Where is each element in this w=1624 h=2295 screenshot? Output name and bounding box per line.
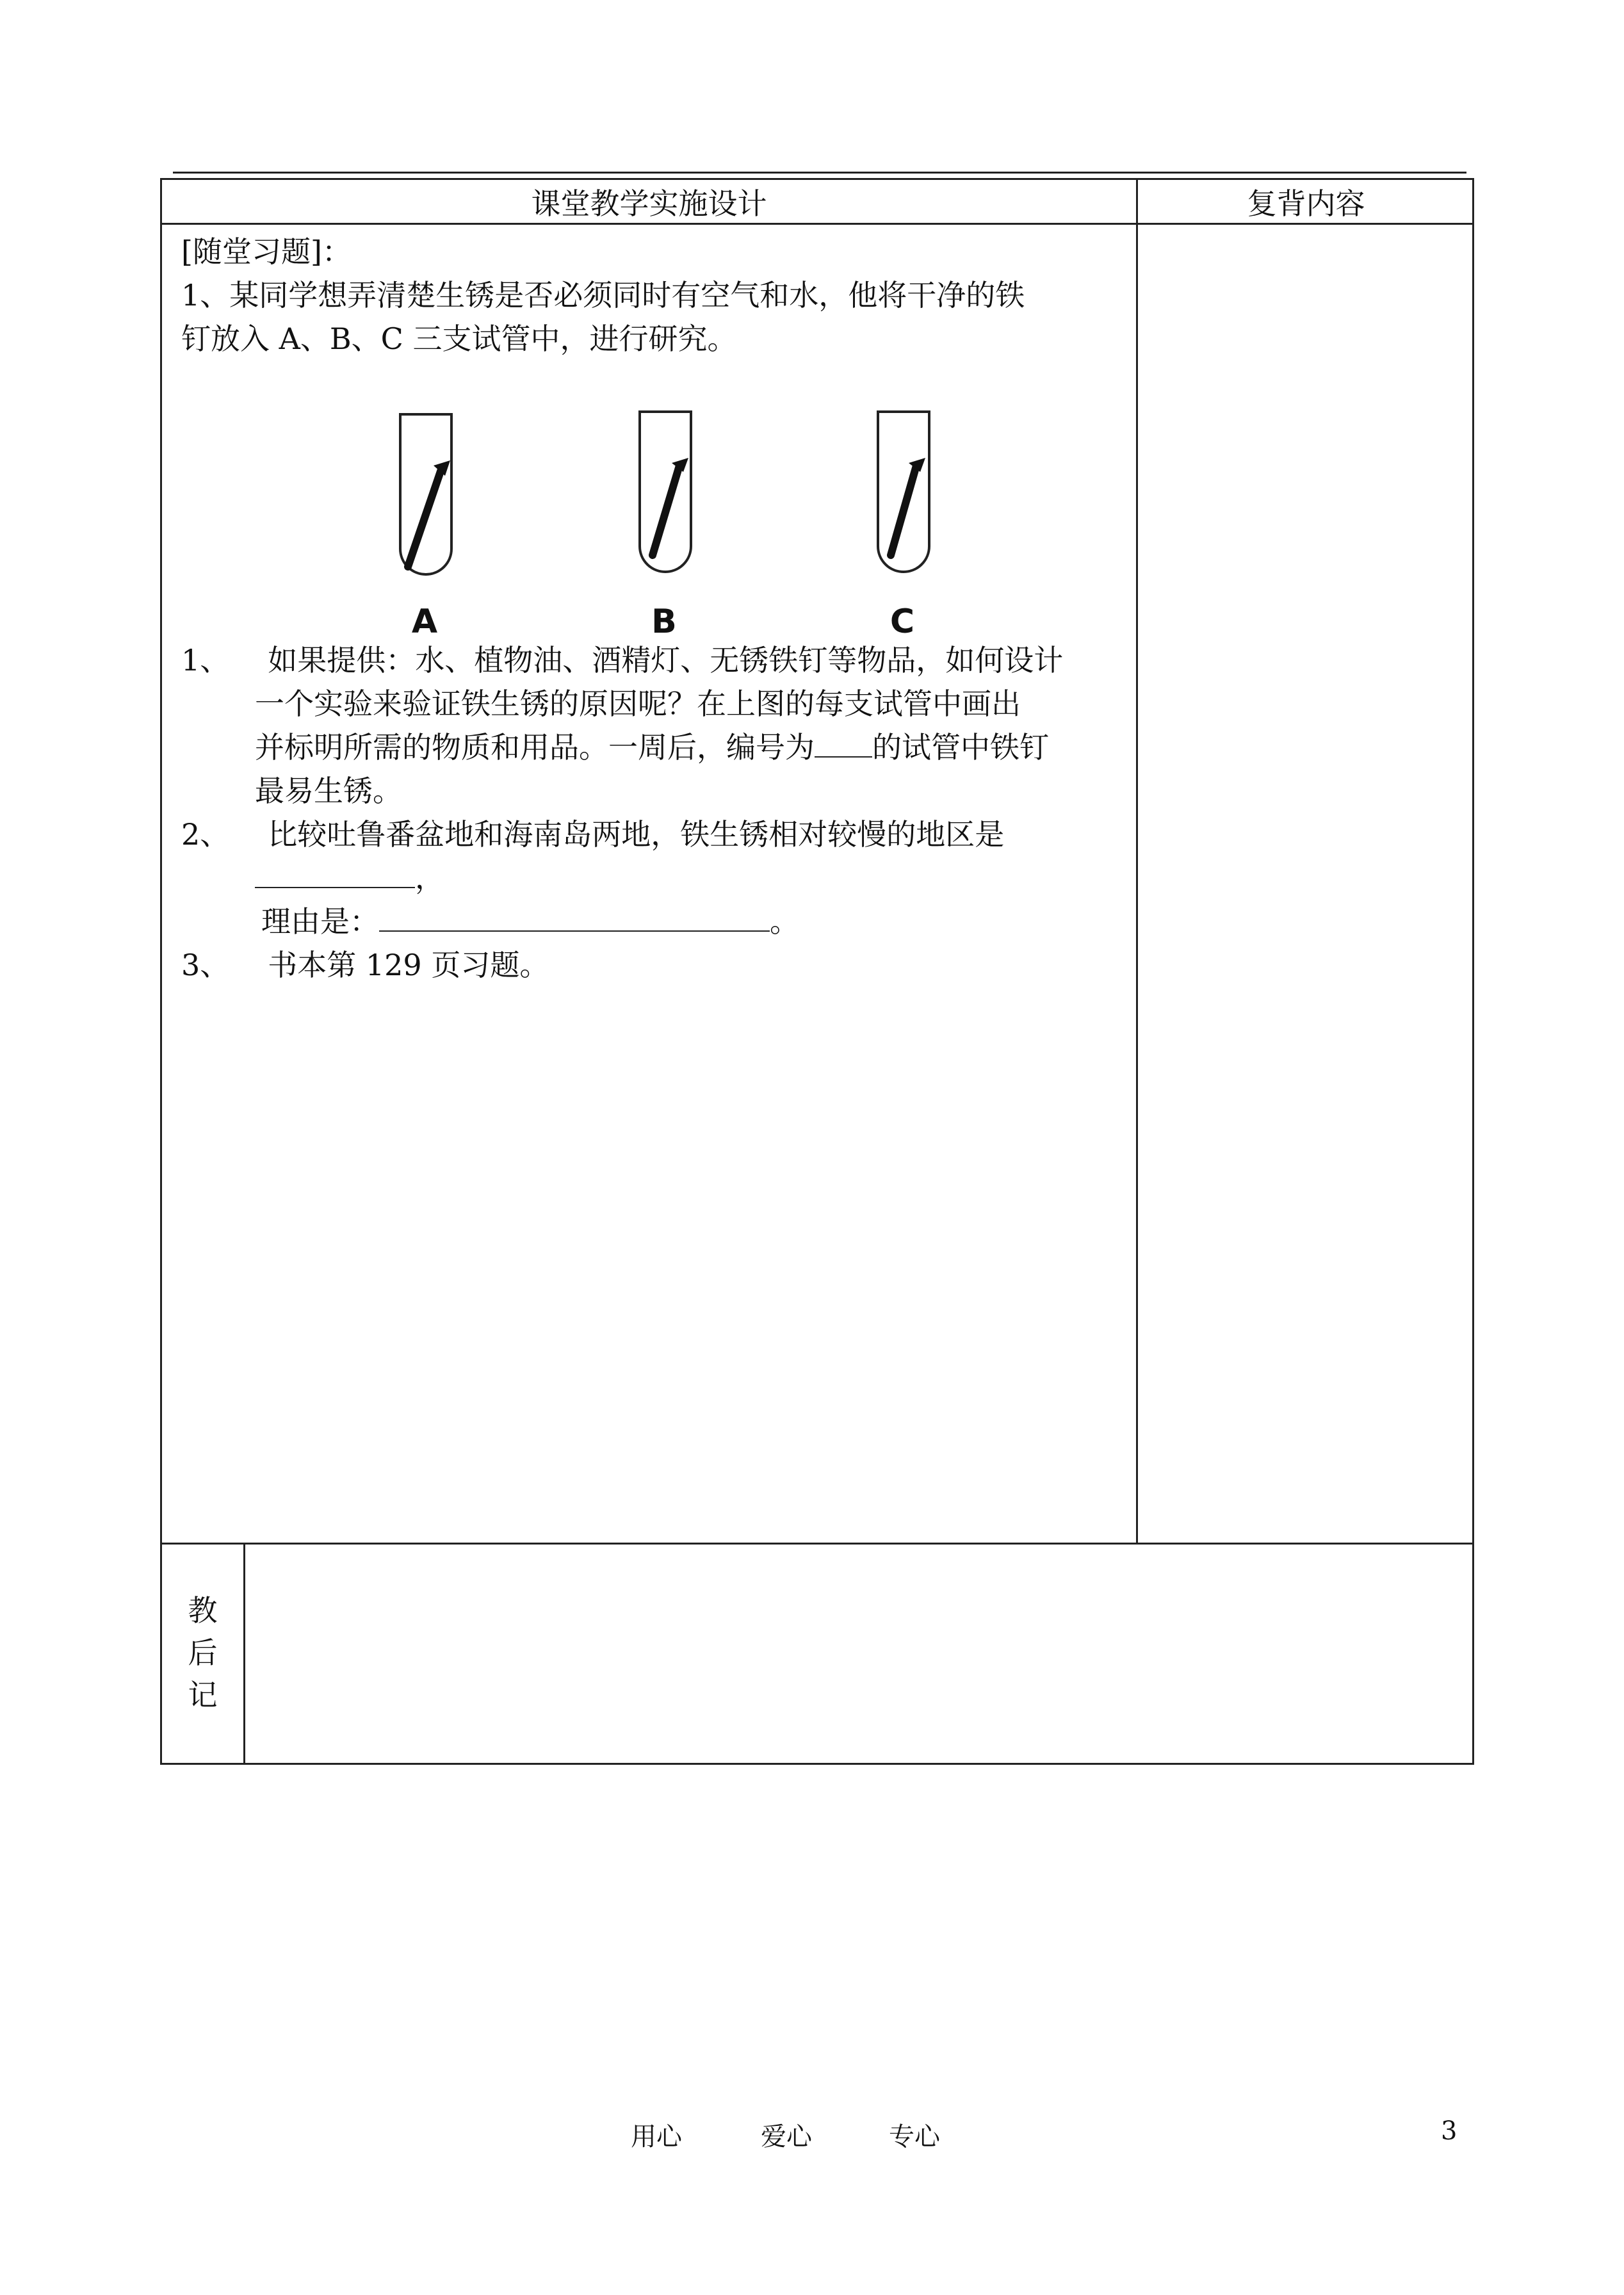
question-1-number: 1、	[181, 643, 230, 677]
tube-label-b: B	[651, 603, 677, 641]
review-column	[1138, 180, 1474, 1543]
design-column	[162, 180, 1138, 1543]
question-1-line-4: 最易生锈。	[255, 774, 402, 808]
question-2-number: 2、	[181, 817, 230, 852]
reason-answer-blank[interactable]	[379, 905, 770, 932]
test-tube-c	[864, 363, 941, 641]
question-3	[181, 943, 1123, 987]
question-3-text: 书本第 129 页习题。	[268, 948, 549, 982]
question-intro-line-2: 钉放入 A、B、C 三支试管中，进行研究。	[181, 321, 737, 356]
question-2-line-2	[181, 856, 1123, 900]
post-label-char-2: 后	[188, 1635, 218, 1670]
region-answer-blank[interactable]	[255, 861, 415, 888]
post-lesson-label	[162, 1543, 245, 1763]
page-number: 3	[1441, 2116, 1458, 2146]
tube-answer-blank[interactable]	[815, 731, 872, 758]
question-1-line-1: 如果提供：水、植物油、酒精灯、无锈铁钉等物品，如何设计	[268, 643, 1064, 677]
footer-motto-1: 用心	[631, 2122, 682, 2152]
tube-label-a: A	[411, 603, 438, 641]
test-tube-figure	[181, 363, 1123, 641]
test-tube-a	[386, 363, 463, 641]
exercise-section	[162, 225, 1138, 987]
tube-label-c: C	[889, 603, 915, 641]
exercise-title: [随堂习题]：	[181, 234, 352, 269]
question-2-comma: ，	[415, 861, 444, 895]
question-2-line-1: 比较吐鲁番盆地和海南岛两地，铁生锈相对较慢的地区是	[268, 817, 1005, 852]
post-label-char-3: 记	[188, 1678, 218, 1712]
question-3-number: 3、	[181, 948, 230, 982]
test-tube-icon	[386, 363, 463, 600]
post-lesson-notes	[160, 1543, 1474, 1765]
question-2	[181, 813, 1123, 856]
footer-motto-3: 专心	[889, 2122, 940, 2152]
post-label-char-1: 教	[188, 1593, 218, 1628]
question-1	[181, 638, 1123, 682]
top-rule	[173, 172, 1466, 174]
question-1-line-2: 一个实验来验证铁生锈的原因呢？在上图的每支试管中画出	[255, 686, 1021, 721]
question-1-line-3-b: 的试管中铁钉	[872, 730, 1049, 765]
lesson-table	[160, 178, 1474, 1545]
design-column-header: 课堂教学实施设计	[162, 180, 1136, 225]
question-1-line-3-a: 并标明所需的物质和用品。一周后，编号为	[255, 730, 815, 765]
review-column-header: 复背内容	[1138, 180, 1474, 225]
reason-label: 理由是：	[261, 904, 379, 939]
footer-motto-2: 爱心	[761, 2122, 812, 2152]
question-2-reason	[181, 900, 1123, 943]
test-tube-icon	[864, 363, 941, 600]
test-tube-b	[626, 363, 702, 641]
question-intro-line-1: 1、某同学想弄清楚生锈是否必须同时有空气和水，他将干净的铁	[181, 278, 1025, 312]
reason-period: 。	[770, 904, 799, 939]
test-tube-icon	[626, 363, 702, 600]
question-1-line-3	[181, 726, 1123, 769]
